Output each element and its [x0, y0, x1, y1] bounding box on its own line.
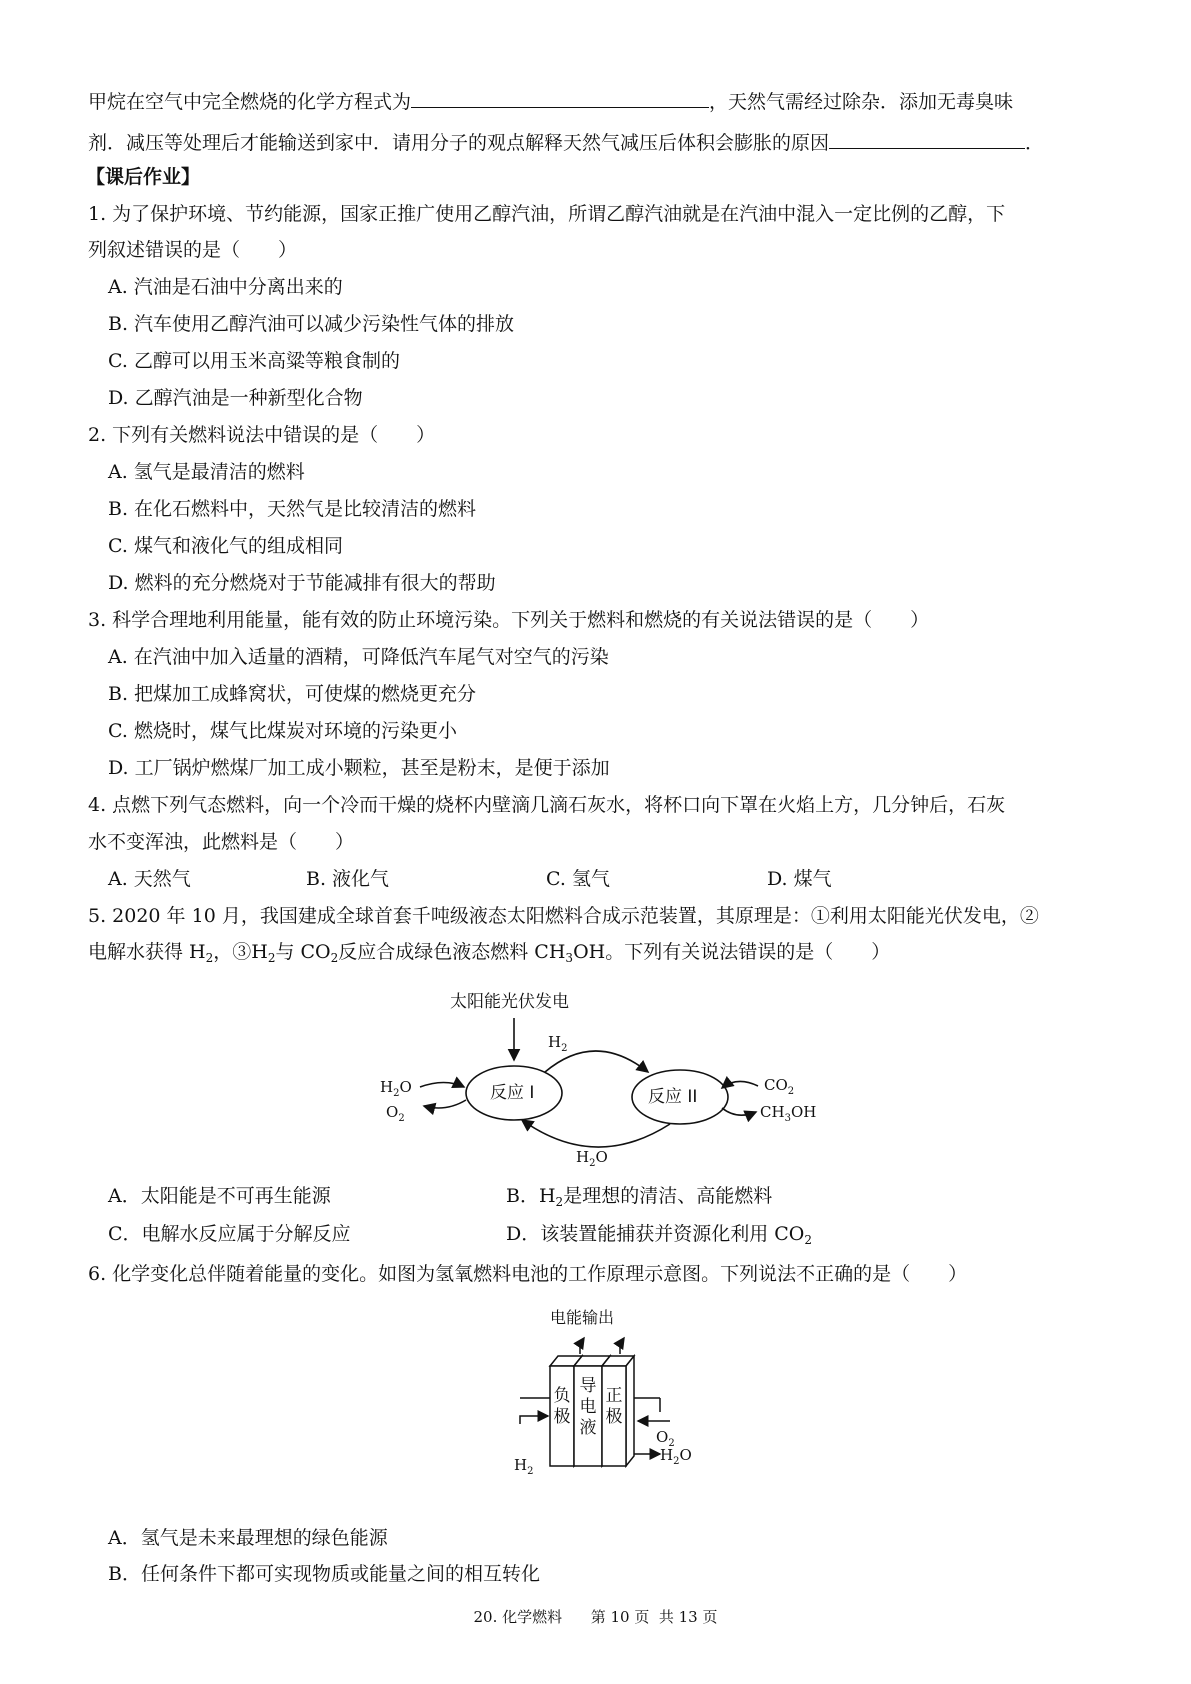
q4-option-a[interactable]: A. 天然气 [108, 868, 191, 890]
intro-text-2a: 剂．减压等处理后才能输送到家中．请用分子的观点解释天然气减压后体积会膨胀的原因 [88, 132, 830, 154]
positive-electrode-label: 正 极 [605, 1386, 623, 1427]
q5-option-a[interactable]: A．太阳能是不可再生能源 [108, 1185, 331, 1207]
q5-option-b[interactable]: B．$H_2$是理想的清洁、高能燃料 [506, 1185, 773, 1209]
q5-text-a: 电解水获得 H [88, 941, 206, 963]
q3-option-a[interactable]: A. 在汽油中加入适量的酒精，可降低汽车尾气对空气的污染 [108, 646, 609, 668]
subscript: 2 [330, 951, 339, 965]
q5-text-d: 反应合成绿色液态燃料 CH [338, 941, 566, 963]
q4-option-c[interactable]: C. 氢气 [546, 868, 610, 890]
q3-option-b[interactable]: B. 把煤加工成蜂窝状，可使煤的燃烧更充分 [108, 683, 477, 705]
q3-option-c[interactable]: C. 燃烧时，煤气比煤炭对环境的污染更小 [108, 720, 457, 742]
q4-option-b[interactable]: B. 液化气 [306, 868, 390, 890]
ch3oh-label: $CH_3OH$ [760, 1103, 817, 1124]
subscript: 2 [205, 951, 214, 965]
q3-option-d[interactable]: D. 工厂锅炉燃煤厂加工成小颗粒，甚至是粉末，是便于添加 [108, 757, 610, 779]
q1-option-a[interactable]: A. 汽油是石油中分离出来的 [108, 276, 343, 298]
solar-power-label: 太阳能光伏发电 [450, 992, 569, 1012]
q1-stem-line-1: 1. 为了保护环境、节约能源，国家正推广使用乙醇汽油，所谓乙醇汽油就是在汽油中混入一定比例的乙醇，下 [88, 203, 1006, 225]
q3-stem: 3. 科学合理地利用能量，能有效的防止环境污染。下列关于燃料和燃烧的有关说法错误的是（ ） [88, 609, 930, 631]
intro-line-2 [88, 128, 1044, 155]
h2-input-label: $H_2$ [514, 1456, 534, 1477]
q1-option-b[interactable]: B. 汽车使用乙醇汽油可以减少污染性气体的排放 [108, 313, 515, 335]
power-output-label: 电能输出 [550, 1308, 615, 1327]
intro-line-1 [88, 87, 1013, 114]
answer-blank-equation[interactable] [411, 87, 709, 108]
q4-stem-line-2: 水不变浑浊，此燃料是（ ） [88, 831, 355, 853]
q1-option-d[interactable]: D. 乙醇汽油是一种新型化合物 [108, 387, 363, 409]
q4-option-d[interactable]: D. 煤气 [767, 868, 832, 890]
q5-stem-line-1: 5. 2020 年 10 月，我国建成全球首套千吨级液态太阳燃料合成示范装置，其原理是：①利用太阳能光伏发电，② [88, 905, 1039, 927]
o2-label: $O_2$ [386, 1103, 405, 1124]
q2-option-c[interactable]: C. 煤气和液化气的组成相同 [108, 535, 343, 557]
q5-option-d[interactable]: D．该装置能捕获并资源化利用 $CO_2$ [506, 1223, 813, 1247]
h2o-label-bottom: $H_2O$ [576, 1148, 608, 1169]
q2-option-a[interactable]: A. 氢气是最清洁的燃料 [108, 461, 305, 483]
q6-option-a[interactable]: A．氢气是未来最理想的绿色能源 [108, 1527, 388, 1549]
electrolyte-label: 导 电 液 [579, 1376, 597, 1438]
q5-stem-line-2 [88, 940, 890, 970]
page-footer: 20. 化学燃料 第 10 页 共 13 页 [473, 1608, 718, 1626]
q5-text-e: OH。下列有关说法错误的是（ ） [573, 941, 891, 963]
h2o-label-left: $H_2O$ [380, 1078, 412, 1099]
h2-label-top: $H_2$ [548, 1033, 568, 1054]
q1-stem-line-2: 列叙述错误的是（ ） [88, 239, 298, 261]
reaction-2-label: 反应 II [648, 1087, 698, 1107]
q2-option-d[interactable]: D. 燃料的充分燃烧对于节能减排有很大的帮助 [108, 572, 496, 594]
reaction-1-label: 反应 I [490, 1083, 535, 1103]
h2o-output-label: $H_2O$ [660, 1446, 692, 1467]
q2-stem: 2. 下列有关燃料说法中错误的是（ ） [88, 424, 436, 446]
q5-text-b: ，③H [213, 941, 268, 963]
q2-option-b[interactable]: B. 在化石燃料中，天然气是比较清洁的燃料 [108, 498, 477, 520]
o2-input-label: $O_2$ [656, 1428, 675, 1449]
q6-diagram [510, 1306, 720, 1496]
negative-electrode-label: 负 极 [553, 1386, 571, 1427]
q5-option-c[interactable]: C．电解水反应属于分解反应 [108, 1223, 351, 1245]
intro-text-2b: ． [1025, 132, 1045, 154]
section-title: 【课后作业】 [86, 166, 201, 188]
q6-stem: 6. 化学变化总伴随着能量的变化。如图为氢氧燃料电池的工作原理示意图。下列说法不正确的是（ ） [88, 1263, 968, 1285]
intro-text-1b: ，天然气需经过除杂．添加无毒臭味 [709, 91, 1014, 113]
subscript: 2 [267, 951, 276, 965]
q5-text-c: 与 CO [275, 941, 331, 963]
q6-option-b[interactable]: B．任何条件下都可实现物质或能量之间的相互转化 [108, 1563, 540, 1585]
answer-blank-reason[interactable] [829, 128, 1025, 149]
q1-option-c[interactable]: C. 乙醇可以用玉米高粱等粮食制的 [108, 350, 400, 372]
q4-stem-line-1: 4. 点燃下列气态燃料，向一个冷而干燥的烧杯内壁滴几滴石灰水，将杯口向下罩在火焰上方，几分钟后，石灰 [88, 794, 1006, 816]
intro-text-1a: 甲烷在空气中完全燃烧的化学方程式为 [88, 91, 412, 113]
q5-diagram [380, 990, 840, 1170]
co2-label: $CO_2$ [764, 1076, 795, 1097]
subscript: 3 [565, 951, 574, 965]
